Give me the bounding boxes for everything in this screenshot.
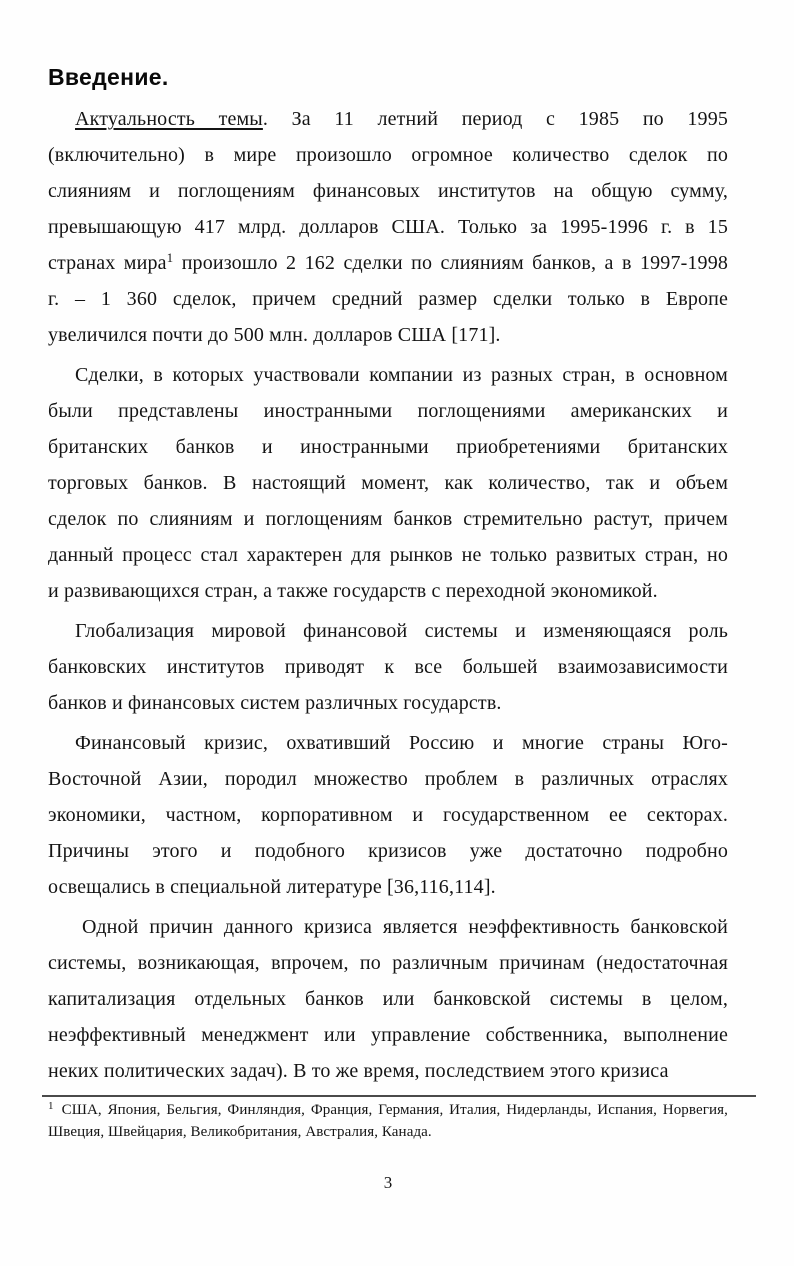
text-line: Причины этого и подобного кризисов уже достаточно подробно (48, 840, 728, 862)
text-line (48, 245, 728, 281)
text-run: произошло 2 162 сделки по слияниям банков, а в 1997-1998 (181, 252, 728, 274)
text-line: и развивающихся стран, а также государств с переходной экономикой. (48, 580, 658, 602)
footnote-text: США, Япония, Бельгия, Финляндия, Франция, Германия, Италия, Нидерланды, Испания, Норвегия, (61, 1102, 728, 1118)
text-line: банковских институтов приводят к все большей взаимозависимости (48, 656, 728, 678)
text-line: данный процесс стал характерен для рынков не только развитых стран, но (48, 544, 728, 566)
text-line: системы, возникающая, впрочем, по различным причинам (недостаточная (48, 952, 728, 974)
text-run: странах мира (48, 252, 167, 274)
text-line: британских банков и иностранными приобретениями британских (48, 436, 728, 458)
text-line: Одной причин данного кризиса является неэффективность банковской (82, 916, 728, 938)
text-line: банков и финансовых систем различных государств. (48, 692, 502, 714)
text-line: Глобализация мировой финансовой системы и изменяющаяся роль (75, 620, 728, 642)
paragraph-3 (48, 613, 728, 721)
footnote-line: Швеция, Швейцария, Великобритания, Австралия, Канада. (48, 1124, 432, 1140)
text-line: (включительно) в мире произошло огромное количество сделок по (48, 144, 728, 166)
paragraph-1 (48, 101, 728, 353)
text-line: капитализация отдельных банков или банковской системы в целом, (48, 988, 728, 1010)
page-content (48, 64, 728, 1143)
footnote-separator (42, 1095, 756, 1097)
underlined-lead: Актуальность темы (75, 108, 263, 130)
text-line: сделок по слияниям и поглощениям банков стремительно растут, причем (48, 508, 728, 530)
text-line: превышающую 417 млрд. долларов США. Только за 1995-1996 г. в 15 (48, 216, 728, 238)
paragraph-4 (48, 725, 728, 905)
text-line: г. – 1 360 сделок, причем средний размер сделки только в Европе (48, 288, 728, 310)
footnote-ref: 1 (166, 250, 174, 265)
text-line: Сделки, в которых участвовали компании из разных стран, в основном (75, 364, 728, 386)
footnote-marker: 1 (48, 1100, 54, 1112)
text-line: были представлены иностранными поглощениями американских и (48, 400, 728, 422)
paragraph-5 (48, 909, 728, 1089)
text-line: слияниям и поглощениям финансовых институтов на общую сумму, (48, 180, 728, 202)
text-line: увеличился почти до 500 млн. долларов США [171]. (48, 324, 501, 346)
paragraph-2 (48, 357, 728, 609)
text-line: экономики, частном, корпоративном и государственном ее секторах. (48, 804, 728, 826)
footnote (48, 1099, 728, 1143)
text-line: освещались в специальной литературе [36,116,114]. (48, 876, 496, 898)
text-line: Финансовый кризис, охвативший Россию и многие страны Юго- (75, 732, 728, 754)
text-line: неэффективный менеджмент или управление собственника, выполнение (48, 1024, 728, 1046)
text-run: . За 11 летний период с 1985 по 1995 (262, 108, 728, 130)
footnote-line (48, 1099, 728, 1121)
page-number: 3 (383, 1173, 393, 1192)
text-line: неких политических задач). В то же время, последствием этого кризиса (48, 1060, 669, 1082)
page-title: Введение. (48, 64, 169, 90)
text-line: торговых банков. В настоящий момент, как количество, так и объем (48, 472, 728, 494)
text-line: Восточной Азии, породил множество проблем в различных отраслях (48, 768, 728, 790)
text-line (48, 101, 728, 137)
